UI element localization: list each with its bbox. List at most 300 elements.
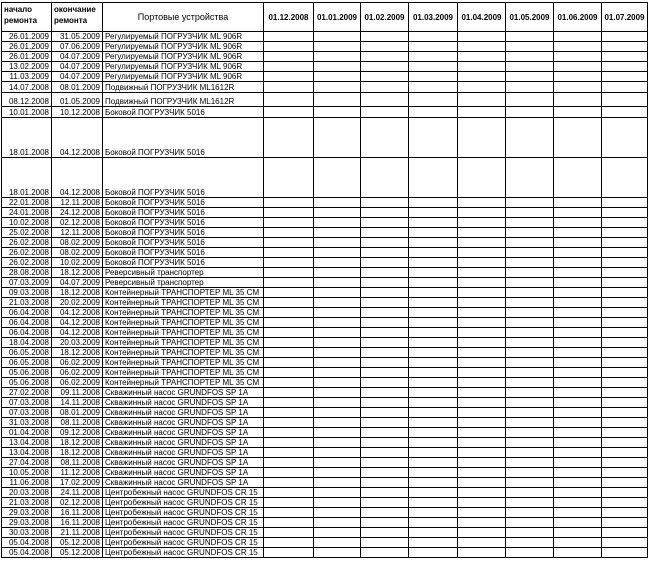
month-cell[interactable] [602,107,648,118]
month-cell[interactable] [314,32,361,42]
month-cell[interactable] [602,348,648,358]
start-date-cell[interactable]: 06.05.2008 [2,348,52,358]
month-cell[interactable] [314,338,361,348]
month-cell[interactable] [361,428,409,438]
month-cell[interactable] [409,318,458,328]
month-cell[interactable] [361,538,409,548]
start-date-cell[interactable]: 06.05.2008 [2,358,52,368]
month-cell[interactable] [458,278,506,288]
month-cell[interactable] [361,398,409,408]
month-cell[interactable] [409,348,458,358]
month-cell[interactable] [506,318,554,328]
month-cell[interactable] [554,458,602,468]
month-cell[interactable] [264,118,314,158]
month-cell[interactable] [361,528,409,538]
month-cell[interactable] [409,72,458,82]
month-cell[interactable] [506,208,554,218]
month-cell[interactable] [314,208,361,218]
month-cell[interactable] [506,398,554,408]
month-cell[interactable] [314,198,361,208]
start-date-cell[interactable]: 18.01.2008 [2,118,52,158]
month-cell[interactable] [554,198,602,208]
month-cell[interactable] [602,458,648,468]
device-cell[interactable]: Боковой ПОГРУЗЧИК 5016 [103,248,264,258]
month-cell[interactable] [554,107,602,118]
end-date-cell[interactable]: 10.02.2009 [52,258,103,268]
device-cell[interactable]: Скважинный насос GRUNDFOS SP 1A [103,388,264,398]
month-cell[interactable] [361,208,409,218]
header-month[interactable]: 01.01.2009 [314,3,361,32]
month-cell[interactable] [314,468,361,478]
month-cell[interactable] [602,208,648,218]
device-cell[interactable]: Контейнерный ТРАНСПОРТЕР ML 35 CM [103,358,264,368]
month-cell[interactable] [314,288,361,298]
month-cell[interactable] [602,338,648,348]
start-date-cell[interactable]: 09.03.2008 [2,288,52,298]
month-cell[interactable] [458,52,506,62]
month-cell[interactable] [458,228,506,238]
month-cell[interactable] [264,548,314,558]
start-date-cell[interactable]: 01.04.2008 [2,428,52,438]
month-cell[interactable] [602,288,648,298]
month-cell[interactable] [458,118,506,158]
month-cell[interactable] [602,398,648,408]
end-date-cell[interactable]: 04.07.2009 [52,52,103,62]
end-date-cell[interactable]: 08.01.2009 [52,82,103,93]
device-cell[interactable]: Скважинный насос GRUNDFOS SP 1A [103,458,264,468]
start-date-cell[interactable]: 05.06.2008 [2,378,52,388]
month-cell[interactable] [264,288,314,298]
month-cell[interactable] [361,62,409,72]
month-cell[interactable] [409,338,458,348]
month-cell[interactable] [458,518,506,528]
month-cell[interactable] [458,62,506,72]
month-cell[interactable] [506,478,554,488]
month-cell[interactable] [409,238,458,248]
month-cell[interactable] [361,338,409,348]
header-month[interactable]: 01.03.2009 [409,3,458,32]
start-date-cell[interactable]: 13.04.2008 [2,438,52,448]
month-cell[interactable] [554,72,602,82]
month-cell[interactable] [458,548,506,558]
month-cell[interactable] [409,328,458,338]
month-cell[interactable] [314,268,361,278]
month-cell[interactable] [361,42,409,52]
month-cell[interactable] [409,378,458,388]
month-cell[interactable] [409,268,458,278]
month-cell[interactable] [554,258,602,268]
month-cell[interactable] [264,278,314,288]
month-cell[interactable] [458,438,506,448]
end-date-cell[interactable]: 08.01.2009 [52,408,103,418]
month-cell[interactable] [506,368,554,378]
month-cell[interactable] [361,408,409,418]
month-cell[interactable] [264,468,314,478]
month-cell[interactable] [554,82,602,93]
month-cell[interactable] [409,208,458,218]
month-cell[interactable] [554,288,602,298]
month-cell[interactable] [458,528,506,538]
month-cell[interactable] [506,288,554,298]
device-cell[interactable]: Регулируемый ПОГРУЗЧИК ML 906R [103,52,264,62]
month-cell[interactable] [458,418,506,428]
month-cell[interactable] [458,338,506,348]
start-date-cell[interactable]: 31.03.2008 [2,418,52,428]
month-cell[interactable] [361,248,409,258]
month-cell[interactable] [409,428,458,438]
month-cell[interactable] [554,358,602,368]
month-cell[interactable] [409,118,458,158]
month-cell[interactable] [409,288,458,298]
month-cell[interactable] [602,248,648,258]
start-date-cell[interactable]: 06.04.2008 [2,318,52,328]
month-cell[interactable] [264,238,314,248]
month-cell[interactable] [361,388,409,398]
month-cell[interactable] [506,338,554,348]
month-cell[interactable] [554,538,602,548]
month-cell[interactable] [554,398,602,408]
month-cell[interactable] [506,378,554,388]
month-cell[interactable] [458,218,506,228]
month-cell[interactable] [506,298,554,308]
month-cell[interactable] [264,418,314,428]
start-date-cell[interactable]: 11.03.2009 [2,72,52,82]
month-cell[interactable] [361,518,409,528]
start-date-cell[interactable]: 28.08.2008 [2,268,52,278]
end-date-cell[interactable]: 20.02.2009 [52,298,103,308]
month-cell[interactable] [264,208,314,218]
device-cell[interactable]: Боковой ПОГРУЗЧИК 5016 [103,238,264,248]
month-cell[interactable] [458,208,506,218]
month-cell[interactable] [361,308,409,318]
month-cell[interactable] [361,488,409,498]
start-date-cell[interactable]: 26.02.2008 [2,238,52,248]
month-cell[interactable] [602,318,648,328]
month-cell[interactable] [409,298,458,308]
month-cell[interactable] [554,528,602,538]
month-cell[interactable] [264,258,314,268]
month-cell[interactable] [458,268,506,278]
month-cell[interactable] [264,438,314,448]
month-cell[interactable] [409,418,458,428]
month-cell[interactable] [602,468,648,478]
device-cell[interactable]: Центробежный насос GRUNDFOS CR 15 [103,508,264,518]
month-cell[interactable] [314,418,361,428]
month-cell[interactable] [458,288,506,298]
device-cell[interactable]: Контейнерный ТРАНСПОРТЕР ML 35 CM [103,378,264,388]
start-date-cell[interactable]: 07.03.2008 [2,398,52,408]
month-cell[interactable] [458,368,506,378]
month-cell[interactable] [506,198,554,208]
end-date-cell[interactable]: 18.12.2008 [52,438,103,448]
month-cell[interactable] [361,358,409,368]
month-cell[interactable] [554,498,602,508]
month-cell[interactable] [314,42,361,52]
month-cell[interactable] [361,548,409,558]
month-cell[interactable] [264,248,314,258]
month-cell[interactable] [264,448,314,458]
month-cell[interactable] [264,72,314,82]
month-cell[interactable] [264,308,314,318]
month-cell[interactable] [506,118,554,158]
month-cell[interactable] [458,468,506,478]
end-date-cell[interactable]: 12.11.2008 [52,198,103,208]
month-cell[interactable] [602,268,648,278]
month-cell[interactable] [602,378,648,388]
month-cell[interactable] [409,528,458,538]
month-cell[interactable] [506,278,554,288]
month-cell[interactable] [314,478,361,488]
month-cell[interactable] [602,158,648,198]
header-month[interactable]: 01.06.2009 [554,3,602,32]
device-cell[interactable]: Центробежный насос GRUNDFOS CR 15 [103,528,264,538]
month-cell[interactable] [602,218,648,228]
month-cell[interactable] [409,258,458,268]
month-cell[interactable] [554,158,602,198]
end-date-cell[interactable]: 16.11.2008 [52,508,103,518]
month-cell[interactable] [602,42,648,52]
month-cell[interactable] [458,198,506,208]
month-cell[interactable] [314,498,361,508]
end-date-cell[interactable]: 05.12.2008 [52,548,103,558]
month-cell[interactable] [361,298,409,308]
month-cell[interactable] [361,258,409,268]
device-cell[interactable]: Скважинный насос GRUNDFOS SP 1A [103,448,264,458]
month-cell[interactable] [361,198,409,208]
device-cell[interactable]: Боковой ПОГРУЗЧИК 5016 [103,158,264,198]
start-date-cell[interactable]: 26.01.2009 [2,32,52,42]
end-date-cell[interactable]: 04.12.2008 [52,158,103,198]
end-date-cell[interactable]: 18.12.2008 [52,348,103,358]
month-cell[interactable] [506,348,554,358]
header-month[interactable]: 01.12.2008 [264,3,314,32]
month-cell[interactable] [506,438,554,448]
month-cell[interactable] [602,368,648,378]
month-cell[interactable] [314,358,361,368]
end-date-cell[interactable]: 04.07.2009 [52,278,103,288]
month-cell[interactable] [458,488,506,498]
month-cell[interactable] [458,93,506,107]
month-cell[interactable] [602,82,648,93]
header-end[interactable]: окончание ремонта [52,3,103,32]
month-cell[interactable] [361,318,409,328]
start-date-cell[interactable]: 20.03.2008 [2,488,52,498]
month-cell[interactable] [314,428,361,438]
month-cell[interactable] [264,458,314,468]
device-cell[interactable]: Скважинный насос GRUNDFOS SP 1A [103,398,264,408]
month-cell[interactable] [361,118,409,158]
month-cell[interactable] [554,278,602,288]
month-cell[interactable] [314,298,361,308]
month-cell[interactable] [361,378,409,388]
month-cell[interactable] [314,348,361,358]
end-date-cell[interactable]: 07.06.2009 [52,42,103,52]
month-cell[interactable] [361,438,409,448]
month-cell[interactable] [409,158,458,198]
month-cell[interactable] [554,52,602,62]
month-cell[interactable] [554,308,602,318]
end-date-cell[interactable]: 10.12.2008 [52,107,103,118]
end-date-cell[interactable]: 04.12.2008 [52,328,103,338]
device-cell[interactable]: Центробежный насос GRUNDFOS CR 15 [103,548,264,558]
month-cell[interactable] [554,508,602,518]
device-cell[interactable]: Боковой ПОГРУЗЧИК 5016 [103,198,264,208]
device-cell[interactable]: Центробежный насос GRUNDFOS CR 15 [103,538,264,548]
device-cell[interactable]: Контейнерный ТРАНСПОРТЕР ML 35 CM [103,338,264,348]
month-cell[interactable] [314,488,361,498]
month-cell[interactable] [506,248,554,258]
month-cell[interactable] [458,398,506,408]
device-cell[interactable]: Регулируемый ПОГРУЗЧИК ML 906R [103,72,264,82]
month-cell[interactable] [506,538,554,548]
month-cell[interactable] [458,248,506,258]
end-date-cell[interactable]: 11.12.2008 [52,468,103,478]
month-cell[interactable] [458,82,506,93]
end-date-cell[interactable]: 21.11.2008 [52,528,103,538]
month-cell[interactable] [458,358,506,368]
start-date-cell[interactable]: 25.02.2008 [2,228,52,238]
end-date-cell[interactable]: 06.02.2009 [52,358,103,368]
month-cell[interactable] [361,218,409,228]
month-cell[interactable] [314,318,361,328]
month-cell[interactable] [264,318,314,328]
month-cell[interactable] [602,308,648,318]
end-date-cell[interactable]: 08.11.2008 [52,458,103,468]
device-cell[interactable]: Боковой ПОГРУЗЧИК 5016 [103,258,264,268]
month-cell[interactable] [409,248,458,258]
header-month[interactable]: 01.05.2009 [506,3,554,32]
month-cell[interactable] [602,388,648,398]
month-cell[interactable] [314,118,361,158]
month-cell[interactable] [314,238,361,248]
header-start[interactable]: начало ремонта [2,3,52,32]
month-cell[interactable] [554,388,602,398]
month-cell[interactable] [506,498,554,508]
month-cell[interactable] [314,408,361,418]
month-cell[interactable] [264,378,314,388]
month-cell[interactable] [458,348,506,358]
month-cell[interactable] [602,52,648,62]
device-cell[interactable]: Контейнерный ТРАНСПОРТЕР ML 35 CM [103,318,264,328]
month-cell[interactable] [409,107,458,118]
device-cell[interactable]: Центробежный насос GRUNDFOS CR 15 [103,498,264,508]
device-cell[interactable]: Скважинный насос GRUNDFOS SP 1A [103,418,264,428]
month-cell[interactable] [506,428,554,438]
month-cell[interactable] [506,268,554,278]
month-cell[interactable] [506,258,554,268]
month-cell[interactable] [361,52,409,62]
month-cell[interactable] [314,438,361,448]
device-cell[interactable]: Регулируемый ПОГРУЗЧИК ML 906R [103,42,264,52]
month-cell[interactable] [602,438,648,448]
month-cell[interactable] [506,358,554,368]
month-cell[interactable] [361,72,409,82]
month-cell[interactable] [409,398,458,408]
start-date-cell[interactable]: 14.07.2008 [2,82,52,93]
month-cell[interactable] [314,328,361,338]
month-cell[interactable] [554,298,602,308]
month-cell[interactable] [361,498,409,508]
start-date-cell[interactable]: 18.04.2008 [2,338,52,348]
month-cell[interactable] [506,388,554,398]
month-cell[interactable] [314,218,361,228]
month-cell[interactable] [314,458,361,468]
month-cell[interactable] [314,378,361,388]
month-cell[interactable] [602,448,648,458]
month-cell[interactable] [458,378,506,388]
month-cell[interactable] [361,228,409,238]
month-cell[interactable] [314,82,361,93]
start-date-cell[interactable]: 06.04.2008 [2,308,52,318]
month-cell[interactable] [409,458,458,468]
month-cell[interactable] [458,72,506,82]
month-cell[interactable] [602,298,648,308]
month-cell[interactable] [554,268,602,278]
end-date-cell[interactable]: 02.12.2008 [52,218,103,228]
end-date-cell[interactable]: 24.12.2008 [52,208,103,218]
start-date-cell[interactable]: 26.01.2009 [2,52,52,62]
month-cell[interactable] [264,228,314,238]
month-cell[interactable] [264,298,314,308]
month-cell[interactable] [554,378,602,388]
start-date-cell[interactable]: 07.03.2008 [2,408,52,418]
month-cell[interactable] [458,158,506,198]
month-cell[interactable] [554,318,602,328]
month-cell[interactable] [602,62,648,72]
end-date-cell[interactable]: 24.11.2008 [52,488,103,498]
month-cell[interactable] [264,42,314,52]
month-cell[interactable] [314,258,361,268]
month-cell[interactable] [458,318,506,328]
end-date-cell[interactable]: 06.02.2009 [52,368,103,378]
month-cell[interactable] [264,428,314,438]
month-cell[interactable] [458,107,506,118]
month-cell[interactable] [602,228,648,238]
month-cell[interactable] [554,488,602,498]
device-cell[interactable]: Контейнерный ТРАНСПОРТЕР ML 35 CM [103,348,264,358]
month-cell[interactable] [314,278,361,288]
device-cell[interactable]: Реверсивный транспортер [103,278,264,288]
device-cell[interactable]: Скважинный насос GRUNDFOS SP 1A [103,478,264,488]
month-cell[interactable] [602,548,648,558]
month-cell[interactable] [264,82,314,93]
month-cell[interactable] [409,82,458,93]
end-date-cell[interactable]: 06.02.2009 [52,378,103,388]
month-cell[interactable] [506,228,554,238]
month-cell[interactable] [506,488,554,498]
month-cell[interactable] [458,388,506,398]
month-cell[interactable] [554,438,602,448]
month-cell[interactable] [264,62,314,72]
month-cell[interactable] [409,278,458,288]
device-cell[interactable]: Регулируемый ПОГРУЗЧИК ML 906R [103,62,264,72]
month-cell[interactable] [314,518,361,528]
device-cell[interactable]: Скважинный насос GRUNDFOS SP 1A [103,438,264,448]
start-date-cell[interactable]: 22.01.2008 [2,198,52,208]
month-cell[interactable] [409,32,458,42]
month-cell[interactable] [361,268,409,278]
month-cell[interactable] [409,93,458,107]
end-date-cell[interactable]: 16.11.2008 [52,518,103,528]
end-date-cell[interactable]: 01.05.2009 [52,93,103,107]
month-cell[interactable] [458,458,506,468]
month-cell[interactable] [458,298,506,308]
month-cell[interactable] [314,107,361,118]
month-cell[interactable] [409,518,458,528]
month-cell[interactable] [361,418,409,428]
device-cell[interactable]: Контейнерный ТРАНСПОРТЕР ML 35 CM [103,308,264,318]
month-cell[interactable] [602,488,648,498]
